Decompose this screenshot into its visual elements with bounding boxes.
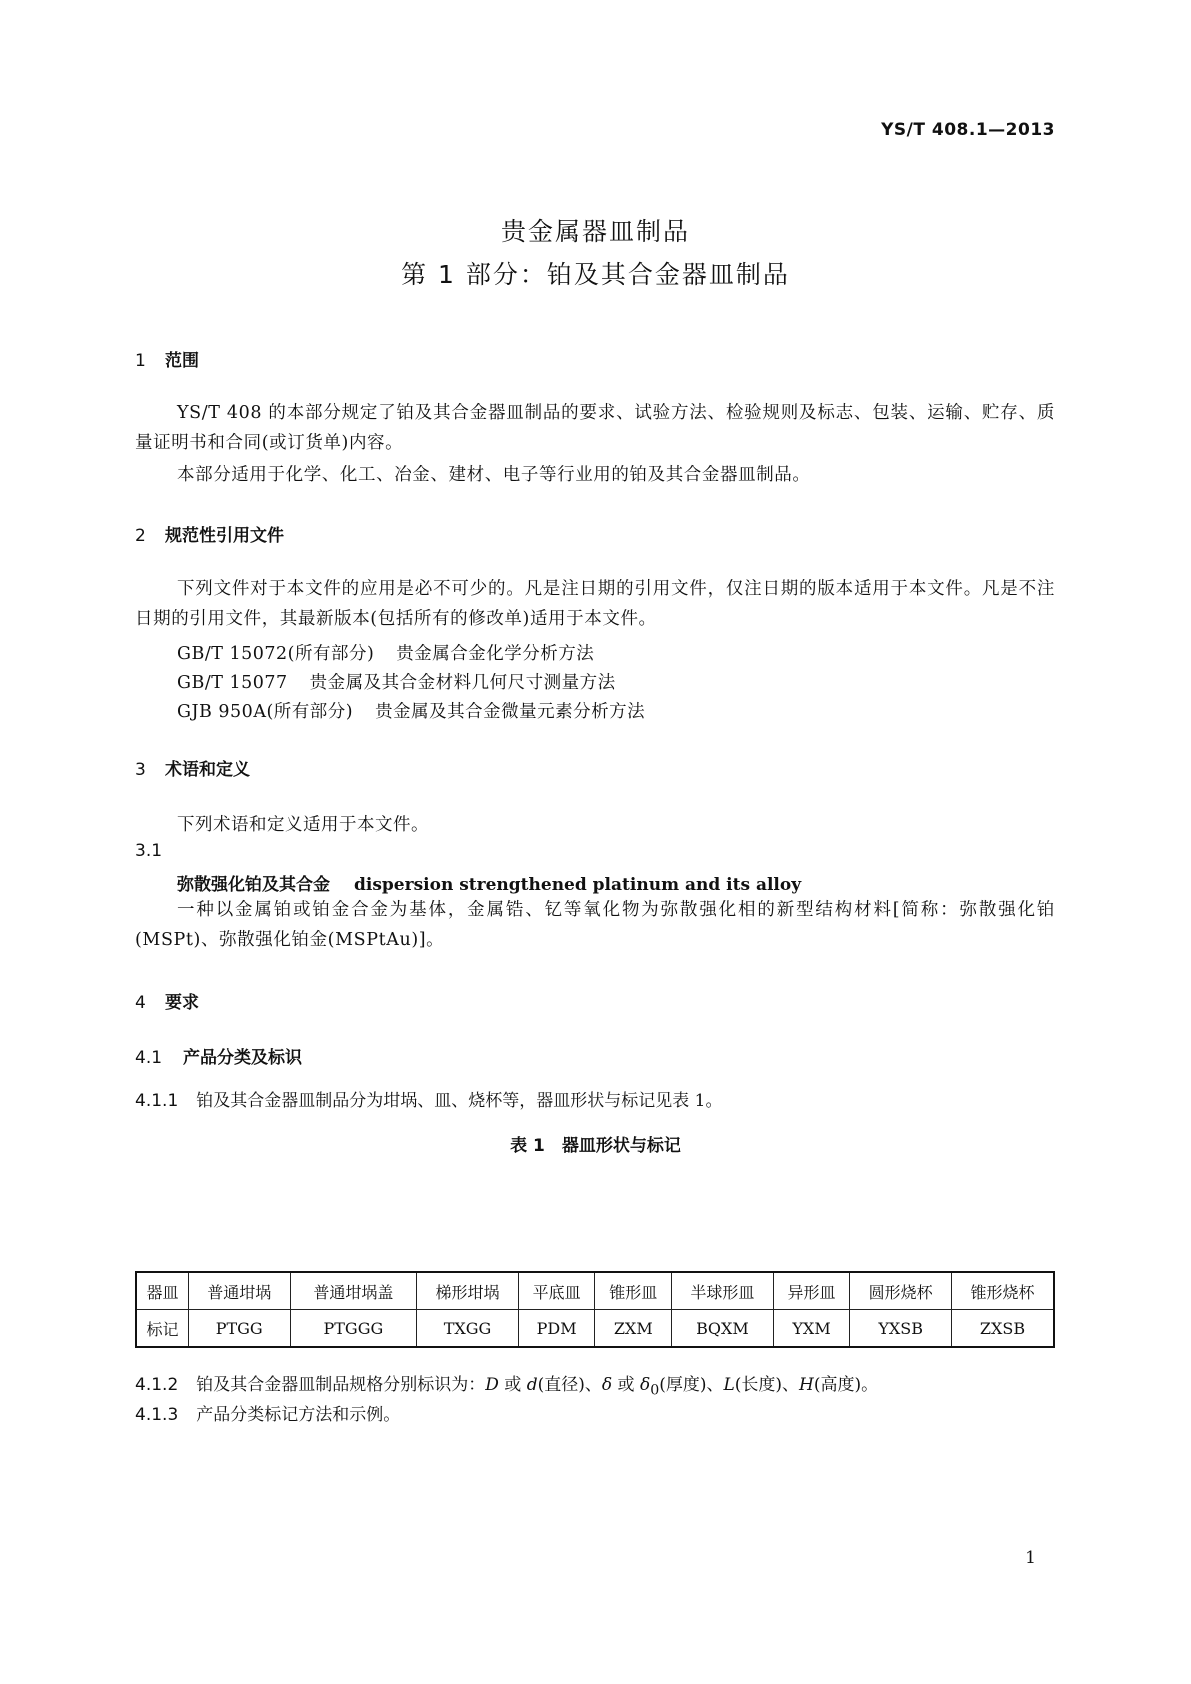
- clause-4-1-3: [135, 1400, 400, 1425]
- reference-code: GB/T 15077: [177, 673, 288, 693]
- table-cell: PTGGG: [290, 1310, 417, 1348]
- reference-code: GB/T 15072(所有部分): [177, 644, 375, 664]
- clause-text: 产品分类标记方法和示例。: [196, 1405, 401, 1425]
- terms-intro: 下列术语和定义适用于本文件。: [177, 815, 429, 835]
- table-cell: 异形皿: [773, 1272, 850, 1310]
- reference-item: [177, 669, 616, 694]
- table-cell: 锥形烧杯: [951, 1272, 1054, 1310]
- reference-code: GJB 950A(所有部分): [177, 702, 354, 722]
- section-2-heading: [135, 521, 284, 546]
- term-3-1-number: 3.1: [135, 841, 163, 861]
- table-row: [136, 1310, 1054, 1348]
- section-title: 术语和定义: [165, 760, 250, 780]
- scope-paragraph-1: YS/T 408 的本部分规定了铂及其合金器皿制品的要求、试验方法、检验规则及标志、包装、运输、贮存、质量证明书和合同(或订货单)内容。: [135, 403, 1055, 453]
- section-title: 规范性引用文件: [165, 526, 284, 546]
- table-cell: 锥形皿: [595, 1272, 672, 1310]
- term-3-1-definition: 一种以金属铂或铂金合金为基体，金属锆、钇等氧化物为弥散强化相的新型结构材料[简称：弥散强化铂(MSPt)、弥散强化铂金(MSPtAu)]。: [135, 900, 1055, 950]
- section-title: 范围: [165, 351, 199, 371]
- table-cell: PTGG: [188, 1310, 290, 1348]
- document-number: YS/T 408.1—2013: [881, 120, 1055, 140]
- clause-number: 4.1.1: [135, 1091, 179, 1111]
- section-number: 4: [135, 993, 146, 1013]
- clause-number: 4.1.3: [135, 1405, 179, 1425]
- table-cell: 普通坩埚: [188, 1272, 290, 1310]
- section-1-heading: [135, 346, 199, 371]
- section-title: 产品分类及标识: [183, 1048, 302, 1068]
- section-3-heading: [135, 755, 250, 780]
- section-number: 1: [135, 351, 146, 371]
- clause-text: 铂及其合金器皿制品规格分别标识为：D 或 d(直径)、δ 或 $\delta_0$(厚度)、L(长度)、H(高度)。: [196, 1375, 879, 1399]
- title-line-1: 贵金属器皿制品: [500, 217, 690, 246]
- references-intro: 下列文件对于本文件的应用是必不可少的。凡是注日期的引用文件，仅注日期的版本适用于本文件。凡是不注日期的引用文件，其最新版本(包括所有的修改单)适用于本文件。: [135, 579, 1055, 629]
- section-title: 要求: [165, 993, 199, 1013]
- scope-paragraph-2: 本部分适用于化学、化工、冶金、建材、电子等行业用的铂及其合金器皿制品。: [177, 465, 811, 485]
- table-1: [135, 1271, 1055, 1348]
- page-number: 1: [1025, 1548, 1036, 1568]
- table-cell: 圆形烧杯: [850, 1272, 952, 1310]
- table-cell: 普通坩埚盖: [290, 1272, 417, 1310]
- reference-title: 贵金属及其合金材料几何尺寸测量方法: [309, 673, 616, 693]
- table-cell: YXM: [773, 1310, 850, 1348]
- table-1-caption: 表 1 器皿形状与标记: [510, 1136, 681, 1156]
- table-cell: 器皿: [136, 1272, 188, 1310]
- term-chinese: 弥散强化铂及其合金: [177, 875, 330, 895]
- table-cell: 平底皿: [518, 1272, 595, 1310]
- section-number: 3: [135, 760, 146, 780]
- reference-title: 贵金属及其合金微量元素分析方法: [375, 702, 646, 722]
- table-cell: ZXSB: [951, 1310, 1054, 1348]
- reference-title: 贵金属合金化学分析方法: [396, 644, 595, 664]
- table-cell: 半球形皿: [672, 1272, 774, 1310]
- table-row: [136, 1272, 1054, 1310]
- table-cell: YXSB: [850, 1310, 952, 1348]
- term-3-1-heading: [177, 870, 801, 895]
- clause-4-1-2: [135, 1370, 878, 1398]
- table-cell: PDM: [518, 1310, 595, 1348]
- clause-number: 4.1.2: [135, 1375, 179, 1395]
- table-cell: ZXM: [595, 1310, 672, 1348]
- term-english: dispersion strengthened platinum and its alloy: [354, 875, 802, 895]
- table-cell: 梯形坩埚: [417, 1272, 519, 1310]
- reference-item: [177, 640, 594, 665]
- table-cell: TXGG: [417, 1310, 519, 1348]
- clause-text: 铂及其合金器皿制品分为坩埚、皿、烧杯等，器皿形状与标记见表 1。: [196, 1091, 723, 1111]
- table-cell: BQXM: [672, 1310, 774, 1348]
- section-4-1-heading: [135, 1043, 302, 1068]
- section-number: 4.1: [135, 1048, 163, 1068]
- title-line-2: 第 1 部分：铂及其合金器皿制品: [401, 260, 790, 289]
- section-number: 2: [135, 526, 146, 546]
- section-4-heading: [135, 988, 199, 1013]
- table-cell: 标记: [136, 1310, 188, 1348]
- clause-4-1-1: [135, 1086, 722, 1111]
- reference-item: [177, 698, 645, 723]
